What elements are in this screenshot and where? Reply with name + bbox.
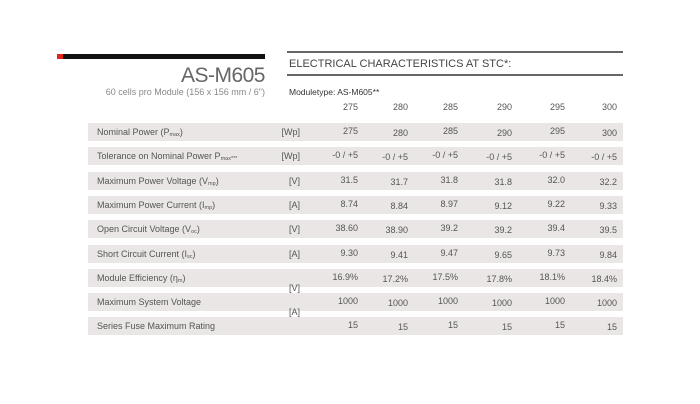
cell-value: 15 [554, 320, 565, 331]
cell-value: 1000 [544, 296, 565, 307]
cell-value: 8.97 [440, 198, 458, 209]
label-subscript: m [177, 277, 183, 284]
label-tail: ) [215, 175, 219, 186]
cell-value: -0 / +5 [332, 150, 358, 161]
label-text: Short Circuit Current (I [97, 248, 188, 259]
cell-value: -0 / +5 [539, 150, 565, 161]
label-tail: ) [212, 199, 216, 210]
cell-value: 1000 [337, 296, 358, 307]
cell-value: 280 [392, 128, 408, 138]
cell-value: 38.60 [335, 223, 358, 234]
cell-value: 9.30 [340, 247, 358, 258]
cell-value: 39.4 [547, 223, 565, 234]
label-text: Module Efficiency (η [97, 272, 178, 283]
cell-value: 15 [606, 322, 617, 333]
label-tail: ) [196, 224, 200, 235]
cell-value: 17.5% [432, 271, 458, 282]
label-tail: ) [192, 248, 196, 259]
cell-value: 31.7 [390, 176, 408, 187]
cell-value: 9.84 [599, 249, 617, 260]
label-text: Nominal Power (P [97, 127, 170, 137]
row-unit: [Wp] [281, 127, 300, 137]
column-header: 300 [601, 102, 617, 112]
cell-value: 18.4% [591, 273, 617, 284]
cell-value: 1000 [387, 298, 408, 309]
cell-value: 8.84 [390, 200, 408, 211]
label-subscript: mp [208, 180, 216, 187]
cell-value: 39.5 [599, 225, 617, 236]
row-label [97, 172, 219, 193]
column-header: 290 [496, 102, 512, 112]
product-subtitle: 60 cells pro Module (156 x 156 mm / 6") [105, 87, 265, 97]
cell-value: 9.22 [547, 198, 565, 209]
label-subscript: sc [187, 253, 193, 260]
row-unit: [A] [288, 199, 300, 210]
module-type: Moduletype: AS-M605** [289, 87, 380, 97]
label-tail: ) [179, 127, 183, 137]
product-title: AS-M605 [180, 64, 265, 87]
cell-value: 31.8 [440, 174, 458, 185]
row-label [97, 196, 215, 217]
label-tail: ) [182, 272, 186, 283]
cell-value: -0 / +5 [486, 152, 512, 163]
cell-value: 1000 [437, 296, 458, 307]
row-label [97, 317, 215, 335]
cell-value: 39.2 [494, 225, 512, 236]
cell-value: 18.1% [539, 271, 565, 282]
row-unit: [V] [288, 224, 300, 235]
divider-bottom [287, 74, 623, 76]
row-label [97, 123, 183, 144]
row-label [97, 220, 200, 241]
label-subscript: max [169, 132, 180, 138]
cell-value: 9.47 [440, 247, 458, 258]
label-text: Open Circuit Voltage (V [97, 224, 192, 235]
cell-value: 39.2 [440, 223, 458, 234]
cell-value: 15 [501, 322, 512, 333]
cell-value: 1000 [596, 298, 617, 309]
label-text: Tolerance on Nominal Power P [97, 151, 221, 162]
cell-value: 16.9% [332, 271, 358, 282]
label-subscript: mp [204, 204, 213, 211]
label-text: Maximum Power Voltage (V [97, 175, 209, 186]
cell-value: 285 [442, 126, 458, 136]
column-header: 295 [549, 102, 565, 112]
cell-value: 9.33 [599, 200, 617, 211]
cell-value: -0 / +5 [382, 152, 408, 163]
row-unit: [Wp] [281, 151, 300, 162]
cell-value: 9.41 [390, 249, 408, 260]
divider-top [287, 51, 623, 53]
column-header: 275 [342, 102, 358, 112]
header-bar [57, 54, 265, 59]
cell-value: 17.8% [486, 273, 512, 284]
row-unit: [V] [288, 175, 300, 186]
cell-value: 275 [342, 126, 358, 136]
label-text: Series Fuse Maximum Rating [97, 321, 216, 332]
cell-value: 17.2% [382, 273, 408, 284]
cell-value: 300 [601, 128, 617, 138]
cell-value: 31.5 [340, 174, 358, 185]
cell-value: -0 / +5 [432, 150, 458, 161]
row-label [97, 269, 185, 290]
label-subscript: oc [191, 229, 197, 236]
label-subscript: max*** [220, 156, 238, 163]
cell-value: 295 [549, 126, 565, 136]
cell-value: 32.0 [547, 174, 565, 185]
column-header: 285 [442, 102, 458, 112]
row-label [97, 293, 201, 311]
unit-label: [V] [288, 283, 300, 293]
cell-value: 9.12 [494, 200, 512, 211]
cell-value: 8.74 [340, 198, 358, 209]
section-heading: ELECTRICAL CHARACTERISTICS AT STC*: [289, 58, 512, 70]
row-label [97, 147, 237, 168]
column-header: 280 [392, 102, 408, 112]
row-label [97, 245, 196, 266]
cell-value: 9.73 [547, 247, 565, 258]
label-text: Maximum Power Current (I [97, 199, 205, 210]
cell-value: 31.8 [494, 176, 512, 187]
cell-value: 32.2 [599, 176, 617, 187]
cell-value: 15 [397, 322, 408, 333]
cell-value: 38.90 [385, 225, 408, 236]
cell-value: 15 [447, 320, 458, 331]
accent-mark [57, 54, 63, 59]
row-unit: [A] [288, 248, 300, 259]
label-text: Maximum System Voltage [97, 297, 202, 308]
cell-value: -0 / +5 [591, 152, 617, 163]
cell-value: 15 [347, 320, 358, 331]
cell-value: 9.65 [494, 249, 512, 260]
cell-value: 290 [496, 128, 512, 138]
cell-value: 1000 [491, 298, 512, 309]
unit-label: [A] [288, 307, 300, 317]
